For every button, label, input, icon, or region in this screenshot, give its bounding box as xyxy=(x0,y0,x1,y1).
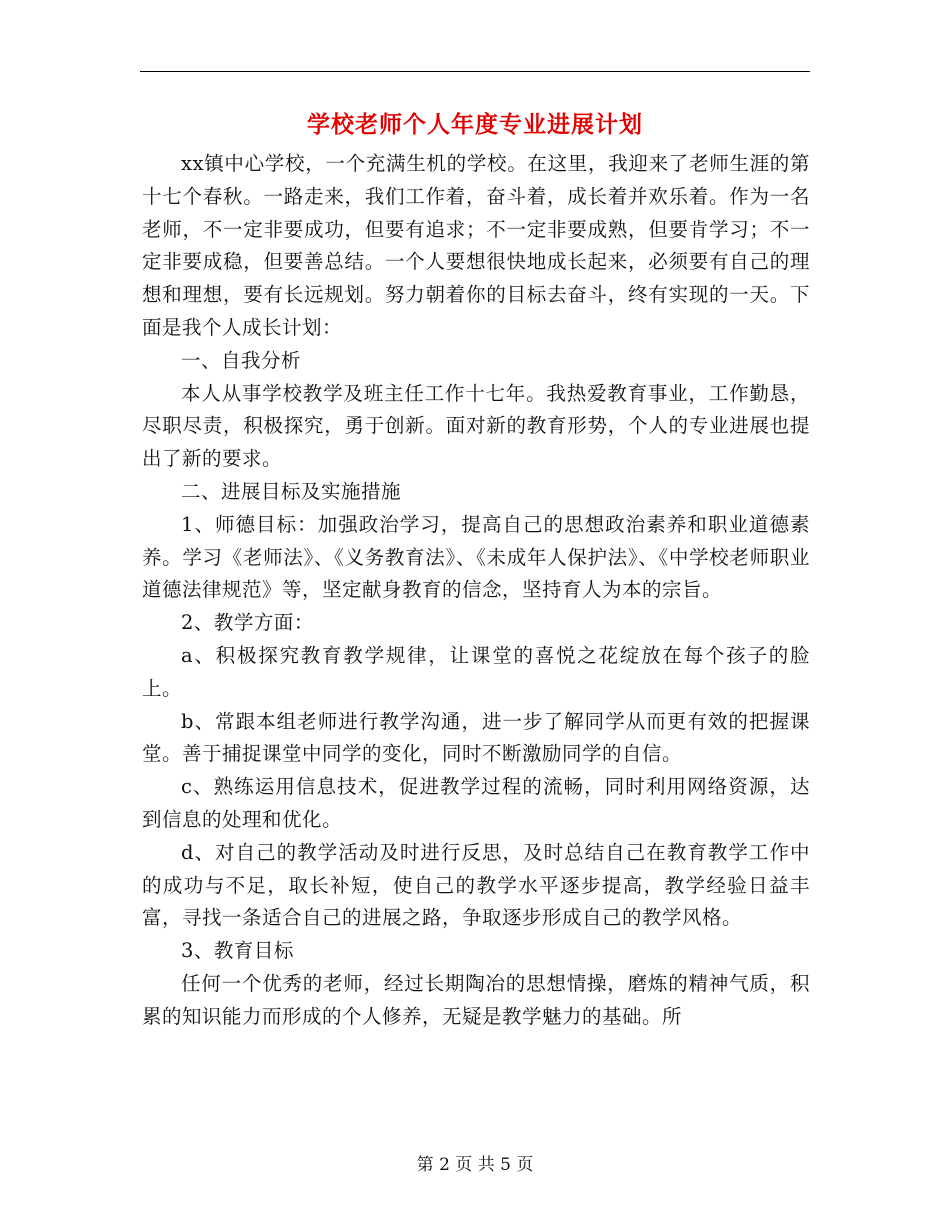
heading-self-analysis: 一、自我分析 xyxy=(181,348,302,372)
paragraph-teaching-a: a、积极探究教育教学规律，让课堂的喜悦之花绽放在每个孩子的脸上。 xyxy=(142,643,810,700)
document-title: 学校老师个人年度专业进展计划 xyxy=(307,111,643,138)
paragraph-ethics-goal: 1、师德目标：加强政治学习，提高自己的思想政治素养和职业道德素养。学习《老师法》、《义务教育法》、《未成年人保护法》、《中学校老师职业道德法律规范》等，坚定献身教育的信念，坚持育人为本的宗旨。 xyxy=(142,512,810,602)
paragraph-education-goal: 任何一个优秀的老师，经过长期陶冶的思想情操，磨炼的精神气质，积累的知识能力而形成的个人修养，无疑是教学魅力的基础。所 xyxy=(142,971,810,1028)
paragraph-intro: xx镇中心学校，一个充满生机的学校。在这里，我迎来了老师生涯的第十七个春秋。一路走来，我们工作着，奋斗着，成长着并欢乐着。作为一名老师，不一定非要成功，但要有追求；不一定非要成熟，但要肯学习；不一定非要成稳，但要善总结。一个人要想很快地成长起来，必须要有自己的理想和理想，要有长远规划。努力朝着你的目标去奋斗，终有实现的一天。下面是我个人成长计划： xyxy=(142,152,810,339)
paragraph-teaching-d: d、对自己的教学活动及时进行反思，及时总结自己在教育教学工作中的成功与不足，取长补短，使自己的教学水平逐步提高，教学经验日益丰富，寻找一条适合自己的进展之路，争取逐步形成自己的教学风格。 xyxy=(142,840,810,930)
header-rule xyxy=(140,71,810,72)
paragraph-self-analysis: 本人从事学校教学及班主任工作十七年。我热爱教育事业，工作勤恳，尽职尽责，积极探究，勇于创新。面对新的教育形势，个人的专业进展也提出了新的要求。 xyxy=(142,381,810,471)
paragraph-teaching-c: c、熟练运用信息技术，促进教学过程的流畅，同时利用网络资源，达到信息的处理和优化。 xyxy=(142,775,810,831)
page-number: 第 2 页 共 5 页 xyxy=(416,1155,534,1175)
heading-education-goal: 3、教育目标 xyxy=(181,939,294,963)
paragraph-teaching-b: b、常跟本组老师进行教学沟通，进一步了解同学从而更有效的把握课堂。善于捕捉课堂中同学的变化，同时不断激励同学的自信。 xyxy=(142,709,810,766)
heading-teaching: 2、教学方面： xyxy=(181,611,314,635)
heading-goals-measures: 二、进展目标及实施措施 xyxy=(181,479,402,503)
document-body xyxy=(142,148,810,1034)
